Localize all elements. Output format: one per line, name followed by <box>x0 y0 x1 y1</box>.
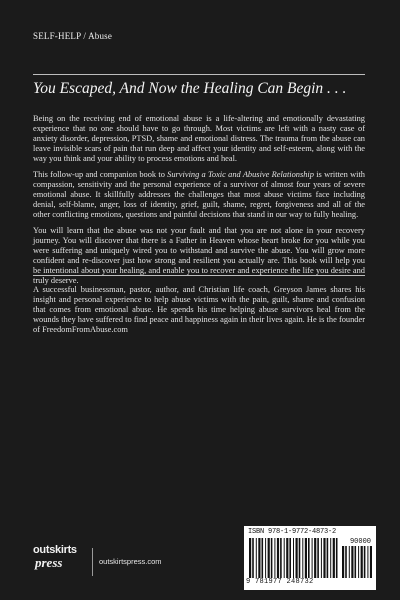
isbn-number: ISBN 978-1-9772-4873-2 <box>248 528 337 536</box>
publisher-logo-top: outskirts <box>33 544 77 556</box>
author-bio: A successful businessman, pastor, author, and Christian life coach, Greyson James shares his insight and personal experience to help abuse victims with the pain, guilt, shame and confusion that comes from emotional abuse. He spends his time helping abuse survivors heal from the wounds they have suffered to find peace and happiness again in their lives again. He is the founder of FreedomFromAbuse.com <box>33 285 365 335</box>
publisher-logo-bottom: press <box>35 555 63 570</box>
tagline: You Escaped, And Now the Healing Can Begin . . . <box>33 80 347 97</box>
description-paragraph-3: You will learn that the abuse was not your fault and that you are not alone in your recovery journey. You will discover that there is a Father in Heaven whose heart broke for you while you were suffering and uniquely wired you to withstand and survive the abuse. You will grow more confident and re-discover just how strong and resilient you actually are. This book will help you be intentional about your healing, and enable you to recover and experience the life you desire and truly deserve. <box>33 226 365 286</box>
description-paragraph-1: Being on the receiving end of emotional abuse is a life-altering and emotionally devastating experience that no one should have to go through. Most victims are left with a nasty case of anxiety disorder, depression, PTSD, shame and emotional distress. The trauma from the abuse can leave invisible scars of pain that run deep and affect your identity and self-esteem, along with the way you think and your ability to process emotions and heal. <box>33 114 365 164</box>
category-label: SELF-HELP / Abuse <box>33 31 113 41</box>
paragraph-2-rest: is written with compassion, sensitivity and the personal experience of a survivor of almost four years of severe emotional abuse. It skillfully addresses the challenges that most abuse victims face including denial, self-blame, anger, loss of identity, grief, guilt, shame, regret, forgiveness and all of the other conflicting emotions, questions and painful decisions that stand in our way to fully healing. <box>33 170 365 220</box>
companion-book-title: Surviving a Toxic and Abusive Relationship <box>167 170 314 179</box>
price-code: 90000 <box>349 538 371 546</box>
isbn-barcode <box>244 526 376 590</box>
top-divider <box>33 74 365 75</box>
publisher-divider <box>92 548 93 576</box>
publisher-website: outskirtspress.com <box>99 557 162 566</box>
barcode-addon-bars <box>341 546 372 578</box>
bottom-divider <box>33 275 365 276</box>
paragraph-2-lead: This follow-up and companion book to <box>33 170 168 179</box>
ean-digits: 9 781977 248732 <box>246 578 314 586</box>
barcode-bars <box>248 538 340 578</box>
publisher-logo <box>33 545 88 579</box>
description-paragraph-2 <box>33 170 365 220</box>
